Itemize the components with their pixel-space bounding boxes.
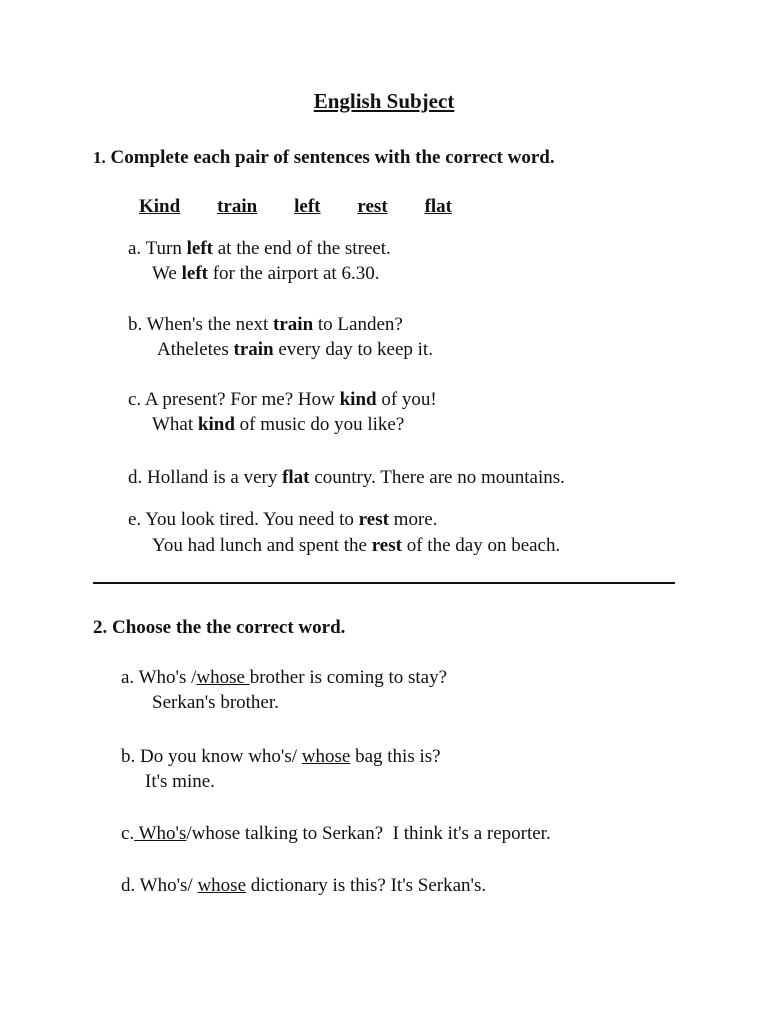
question-text: Do you know who's/ bbox=[140, 746, 302, 767]
exercise-1e-sentence-2 bbox=[152, 534, 560, 558]
word-bank-item: train bbox=[217, 196, 258, 217]
sentence-text: of music do you like? bbox=[234, 414, 405, 435]
item-letter: b. bbox=[128, 314, 143, 335]
word-bank-item: left bbox=[294, 196, 321, 217]
question-text: bag this is? bbox=[350, 746, 441, 767]
sentence-text: to Landen? bbox=[313, 314, 403, 335]
word-bank-item: rest bbox=[357, 196, 388, 217]
item-letter: c. bbox=[128, 389, 142, 410]
chosen-word: whose bbox=[301, 746, 351, 767]
sentence-text: You had lunch and spent the bbox=[152, 535, 372, 556]
item-letter: e. bbox=[128, 509, 142, 530]
chosen-word: whose bbox=[197, 875, 247, 896]
section-2-heading bbox=[93, 616, 345, 640]
item-letter: d. bbox=[121, 875, 136, 896]
section-1-number: 1. bbox=[93, 148, 106, 167]
answer-word: left bbox=[186, 238, 213, 259]
sentence-text: You look tired. You need to bbox=[145, 509, 359, 530]
sentence-text: of you! bbox=[376, 389, 437, 410]
item-letter: b. bbox=[121, 746, 136, 767]
sentence-text: Turn bbox=[145, 238, 187, 259]
answer-word: flat bbox=[282, 467, 310, 488]
section-1-heading bbox=[93, 146, 555, 170]
sentence-text: every day to keep it. bbox=[273, 339, 433, 360]
exercise-1c-sentence-1 bbox=[128, 388, 437, 412]
answer-word: train bbox=[273, 314, 314, 335]
page-title: English Subject bbox=[313, 89, 455, 113]
exercise-1a-sentence-2 bbox=[152, 262, 379, 286]
sentence-text: Holland is a very bbox=[147, 467, 283, 488]
chosen-word: whose bbox=[196, 667, 250, 688]
word-bank-item: flat bbox=[424, 196, 452, 217]
exercise-2b-question bbox=[121, 745, 441, 769]
exercise-1d-sentence-1 bbox=[128, 466, 565, 490]
answer-word: rest bbox=[371, 535, 402, 556]
sentence-text: A present? For me? How bbox=[144, 389, 340, 410]
answer-word: left bbox=[181, 263, 208, 284]
exercise-1b-sentence-2 bbox=[157, 338, 433, 362]
answer-word: kind bbox=[197, 414, 235, 435]
word-bank bbox=[139, 195, 452, 219]
answer-word: kind bbox=[339, 389, 377, 410]
section-2-number: 2. bbox=[93, 617, 108, 638]
exercise-2b-answer: It's mine. bbox=[145, 771, 215, 792]
sentence-text: more. bbox=[388, 509, 438, 530]
exercise-2a-question bbox=[121, 666, 447, 690]
exercise-2d-question bbox=[121, 874, 486, 898]
section-2-instruction: Choose the the correct word. bbox=[112, 617, 346, 638]
sentence-text: of the day on beach. bbox=[401, 535, 561, 556]
sentence-text: We bbox=[152, 263, 182, 284]
item-letter: d. bbox=[128, 467, 143, 488]
answer-word: train bbox=[233, 339, 274, 360]
section-1-instruction: Complete each pair of sentences with the correct word. bbox=[110, 147, 555, 168]
sentence-text: Atheletes bbox=[157, 339, 234, 360]
sentence-text: for the airport at 6.30. bbox=[207, 263, 380, 284]
exercise-2a-answer: Serkan's brother. bbox=[152, 692, 279, 713]
section-divider bbox=[93, 582, 675, 584]
sentence-text: What bbox=[152, 414, 198, 435]
answer-word: rest bbox=[358, 509, 389, 530]
word-bank-item: Kind bbox=[139, 196, 181, 217]
sentence-text: When's the next bbox=[146, 314, 274, 335]
question-text: brother is coming to stay? bbox=[249, 667, 448, 688]
exercise-1c-sentence-2 bbox=[152, 413, 404, 437]
chosen-word: Who's bbox=[134, 823, 187, 844]
item-letter: c. bbox=[121, 823, 135, 844]
item-letter: a. bbox=[121, 667, 135, 688]
question-text: Who's / bbox=[138, 667, 197, 688]
exercise-2c-question bbox=[121, 822, 551, 846]
item-letter: a. bbox=[128, 238, 142, 259]
question-text: Who's/ bbox=[139, 875, 198, 896]
exercise-1b-sentence-1 bbox=[128, 313, 403, 337]
question-text: dictionary is this? It's Serkan's. bbox=[246, 875, 487, 896]
exercise-1e-sentence-1 bbox=[128, 508, 437, 532]
exercise-1a-sentence-1 bbox=[128, 237, 391, 261]
question-text: /whose talking to Serkan? I think it's a reporter. bbox=[186, 823, 551, 844]
sentence-text: at the end of the street. bbox=[213, 238, 391, 259]
sentence-text: country. There are no mountains. bbox=[309, 467, 565, 488]
